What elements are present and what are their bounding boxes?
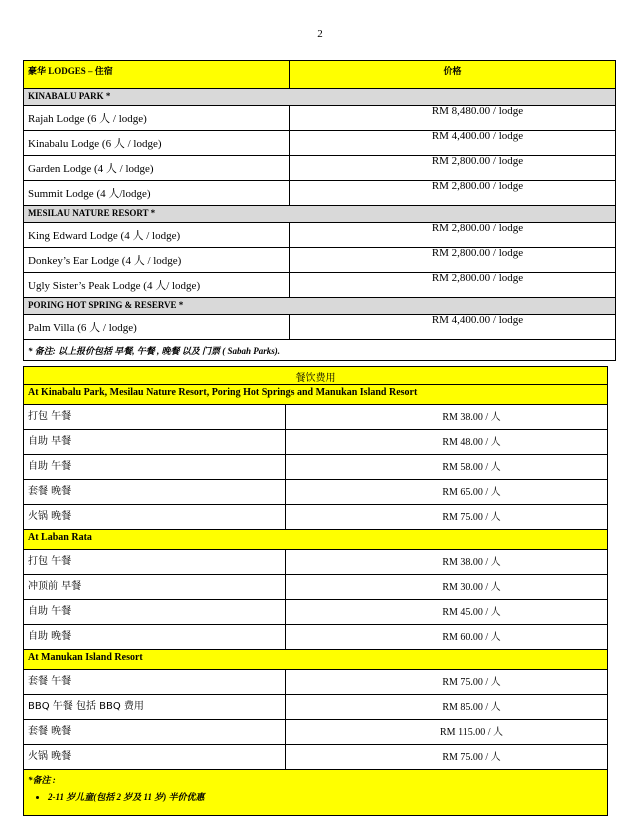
lodges-section-header — [24, 89, 616, 106]
section-title: KINABALU PARK * — [24, 89, 616, 106]
table-row — [24, 720, 608, 745]
lodge-price: RM 2,800.00 / lodge — [290, 156, 616, 181]
meal-name: BBQ 午餐 包括 BBQ 费用 — [24, 695, 286, 720]
lodge-name: Kinabalu Lodge (6 人 / lodge) — [24, 131, 290, 156]
meal-name: 打包 午餐 — [24, 405, 286, 430]
table-row — [24, 156, 616, 181]
lodge-price: RM 8,480.00 / lodge — [290, 106, 616, 131]
table-row — [24, 575, 608, 600]
meal-name: 自助 午餐 — [24, 600, 286, 625]
section-title: MESILAU NATURE RESORT * — [24, 206, 616, 223]
lodges-price-table — [23, 60, 616, 361]
meals-title-row — [24, 367, 608, 385]
meal-price: RM 38.00 / 人 — [286, 405, 608, 430]
section-title: At Laban Rata — [24, 530, 608, 550]
meal-price: RM 85.00 / 人 — [286, 695, 608, 720]
meal-price: RM 60.00 / 人 — [286, 625, 608, 650]
lodge-price: RM 2,800.00 / lodge — [290, 223, 616, 248]
table-row — [24, 550, 608, 575]
table-row — [24, 248, 616, 273]
lodges-header-name: 豪华 LODGES – 住宿 — [24, 61, 290, 89]
meals-price-table — [23, 366, 608, 816]
lodges-section-header — [24, 298, 616, 315]
meal-name: 自助 午餐 — [24, 455, 286, 480]
meal-price: RM 65.00 / 人 — [286, 480, 608, 505]
table-row — [24, 480, 608, 505]
table-row — [24, 625, 608, 650]
meal-price: RM 115.00 / 人 — [286, 720, 608, 745]
lodge-name: Ugly Sister’s Peak Lodge (4 人/ lodge) — [24, 273, 290, 298]
table-row — [24, 455, 608, 480]
table-row — [24, 405, 608, 430]
lodges-note: * 备注: 以上报价包括 早餐, 午餐 , 晚餐 以及 门票 ( Sabah Parks). — [24, 340, 616, 361]
page-number: 2 — [317, 28, 323, 40]
lodge-price: RM 2,800.00 / lodge — [290, 273, 616, 298]
lodge-name: Donkey’s Ear Lodge (4 人 / lodge) — [24, 248, 290, 273]
lodge-price: RM 4,400.00 / lodge — [290, 315, 616, 340]
meals-section-header — [24, 530, 608, 550]
meals-title: 餐饮费用 — [24, 367, 608, 385]
meal-price: RM 75.00 / 人 — [286, 745, 608, 770]
lodge-price: RM 2,800.00 / lodge — [290, 248, 616, 273]
meals-note-row — [24, 770, 608, 816]
section-title: At Manukan Island Resort — [24, 650, 608, 670]
lodge-name: King Edward Lodge (4 人 / lodge) — [24, 223, 290, 248]
table-row — [24, 223, 616, 248]
table-row — [24, 670, 608, 695]
meal-name: 冲顶前 早餐 — [24, 575, 286, 600]
lodge-name: Rajah Lodge (6 人 / lodge) — [24, 106, 290, 131]
meal-price: RM 45.00 / 人 — [286, 600, 608, 625]
lodges-header-price: 价格 — [290, 61, 616, 89]
section-title: PORING HOT SPRING & RESERVE * — [24, 298, 616, 315]
meal-price: RM 75.00 / 人 — [286, 670, 608, 695]
lodge-price: RM 4,400.00 / lodge — [290, 131, 616, 156]
table-row — [24, 430, 608, 455]
lodges-header-row — [24, 61, 616, 89]
meals-note-list — [48, 790, 603, 803]
meals-note-title: *备注 : — [28, 775, 56, 785]
table-row — [24, 181, 616, 206]
table-row — [24, 695, 608, 720]
lodge-name: Palm Villa (6 人 / lodge) — [24, 315, 290, 340]
meal-name: 火锅 晚餐 — [24, 745, 286, 770]
list-item: • 2-11 岁儿童(包括 2 岁及 11 岁) 半价优惠 — [48, 790, 603, 803]
meal-price: RM 38.00 / 人 — [286, 550, 608, 575]
meals-section-header — [24, 385, 608, 405]
table-row — [24, 315, 616, 340]
section-title: At Kinabalu Park, Mesilau Nature Resort, Poring Hot Springs and Manukan Island Resort — [24, 385, 608, 405]
table-row — [24, 273, 616, 298]
lodge-name: Garden Lodge (4 人 / lodge) — [24, 156, 290, 181]
meal-name: 打包 午餐 — [24, 550, 286, 575]
meal-name: 套餐 晚餐 — [24, 480, 286, 505]
lodge-price: RM 2,800.00 / lodge — [290, 181, 616, 206]
meal-name: 自助 早餐 — [24, 430, 286, 455]
meal-price: RM 30.00 / 人 — [286, 575, 608, 600]
meal-name: 套餐 晚餐 — [24, 720, 286, 745]
table-row — [24, 106, 616, 131]
table-row — [24, 600, 608, 625]
meal-name: 套餐 午餐 — [24, 670, 286, 695]
table-row — [24, 745, 608, 770]
meal-name: 自助 晚餐 — [24, 625, 286, 650]
meals-section-header — [24, 650, 608, 670]
lodges-section-header — [24, 206, 616, 223]
meal-name: 火锅 晚餐 — [24, 505, 286, 530]
table-row — [24, 505, 608, 530]
meal-price: RM 75.00 / 人 — [286, 505, 608, 530]
meals-note — [24, 770, 608, 816]
meal-price: RM 58.00 / 人 — [286, 455, 608, 480]
table-row — [24, 131, 616, 156]
meal-price: RM 48.00 / 人 — [286, 430, 608, 455]
lodge-name: Summit Lodge (4 人/lodge) — [24, 181, 290, 206]
lodges-note-row — [24, 340, 616, 361]
